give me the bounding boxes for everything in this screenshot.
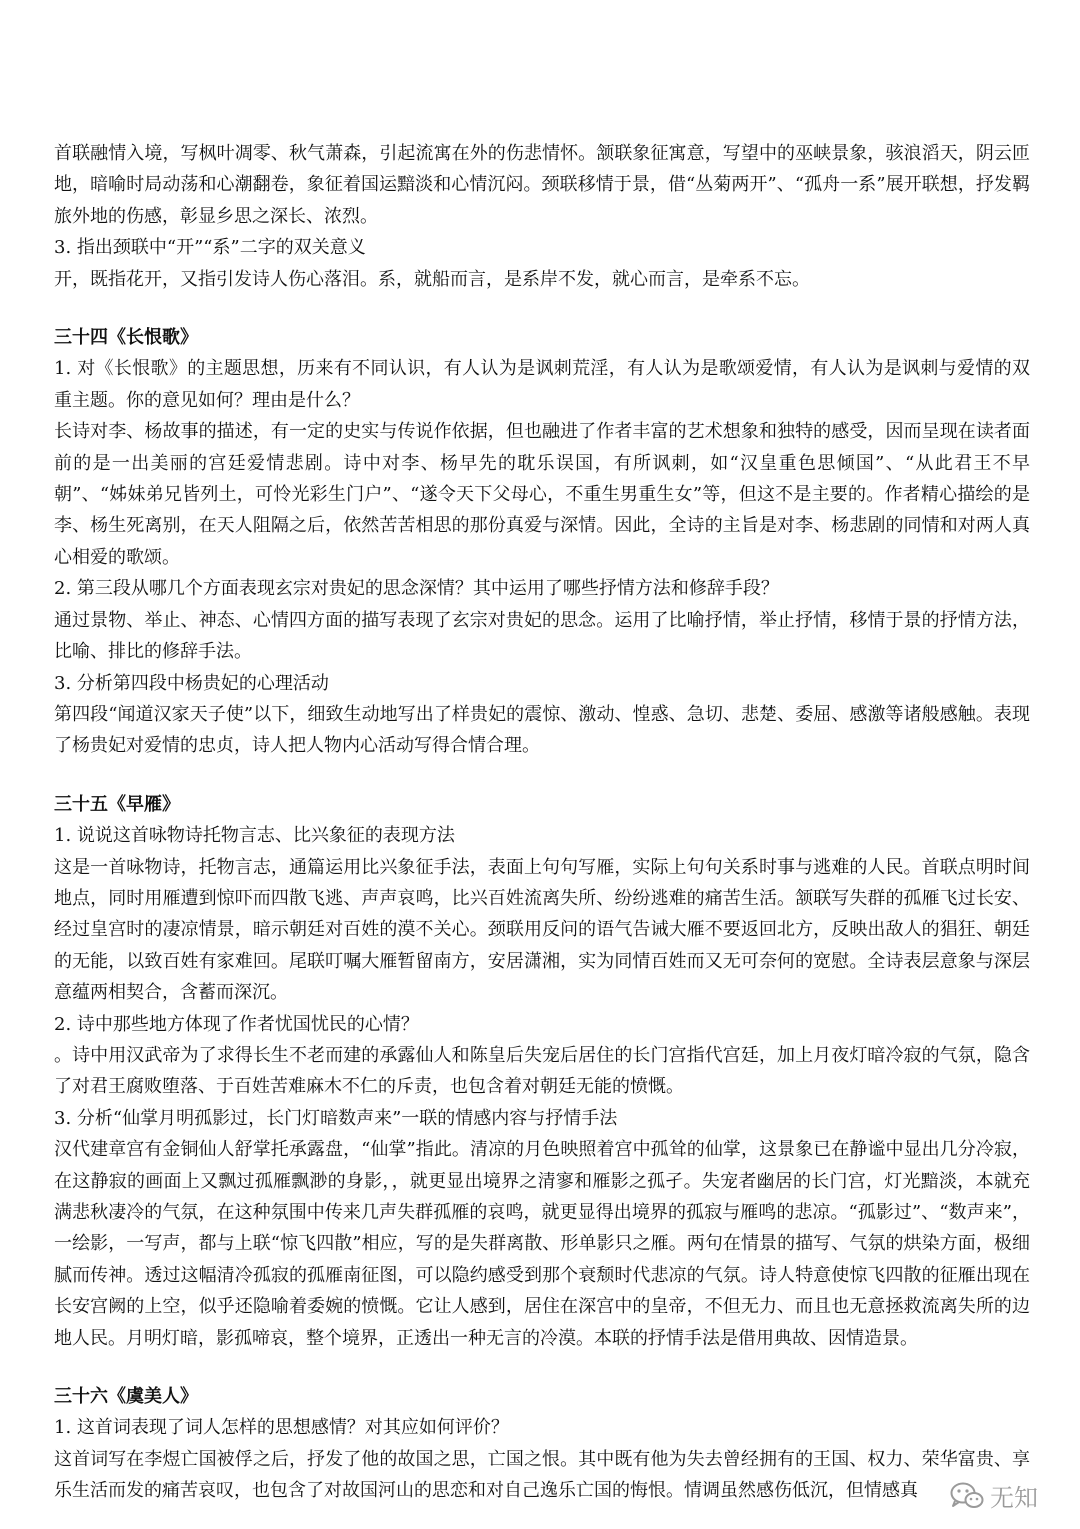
section-34-question-3: 3. 分析第四段中杨贵妃的心理活动 [54,672,329,694]
watermark [950,1478,1038,1513]
intro-question-3: 3. 指出颈联中“开”“系”二字的双关意义 [54,237,366,259]
intro-paragraph-1: 首联融情入境，写枫叶凋零、秋气萧森，引起流寓在外的伤悲情怀。颔联象征寓意，写望中的巫峡景象，骇浪滔天，阴云匝地，暗喻时局动荡和心潮翻卷，象征着国运黯淡和心情沉闷。颈联移情于景，借“丛菊两开”、“孤舟一系”展开联想，抒发羁旅外地的伤感，彰显乡思之深长、浓烈。 [54,143,1030,227]
watermark-text: 无知 [990,1484,1038,1512]
section-title-36: 三十六《虞美人》 [54,1386,198,1408]
section-35-question-3: 3. 分析“仙掌月明孤影过，长门灯暗数声来”一联的情感内容与抒情手法 [54,1107,618,1129]
section-34-answer-2: 通过景物、举止、神态、心情四方面的描写表现了玄宗对贵妃的思念。运用了比喻抒情，举止抒情，移情于景的抒情方法，比喻、排比的修辞手法。 [54,609,1030,663]
section-34-answer-1: 长诗对李、杨故事的描述，有一定的史实与传说作依据，但也融进了作者丰富的艺术想象和独特的感受，因而呈现在读者面前的是一出美丽的宫廷爱情悲剧。诗中对李、杨早先的耽乐误国，有所讽刺，如“汉皇重色思倾国”、“从此君王不早朝”、“姊妹弟兄皆列土，可怜光彩生门户”、“遂令天下父母心，不重生男重生女”等，但这不是主要的。作者精心描绘的是李、杨生死离别，在天人阻隔之后，依然苦苦相思的那份真爱与深情。因此，全诗的主旨是对李、杨悲剧的同情和对两人真心相爱的歌颂。 [54,421,1030,568]
section-title-35: 三十五《早雁》 [54,793,180,815]
section-gap [54,1354,1030,1381]
section-35-question-2: 2. 诗中那些地方体现了作者忧国忧民的心情？ [54,1013,419,1035]
section-35-answer-2: 。诗中用汉武帝为了求得长生不老而建的承露仙人和陈皇后失宠后居住的长门宫指代宫廷，加上月夜灯暗冷寂的气氛，隐含了对君王腐败堕落、于百姓苦难麻木不仁的斥责，也包含着对朝廷无能的愤慨。 [54,1044,1030,1098]
section-35-answer-3: 汉代建章宫有金铜仙人舒掌托承露盘，“仙掌”指此。清凉的月色映照着宫中孤耸的仙掌，这景象已在静谧中显出几分冷寂，在这静寂的画面上又飘过孤雁飘渺的身影，，就更显出境界之清寥和雁影之孤孑。失宠者幽居的长门宫，灯光黯淡，本就充满悲秋凄冷的气氛，在这种氛围中传来几声失群孤雁的哀鸣，就更显得出境界的孤寂与雁鸣的悲凉。“孤影过”、“数声来”，一绘影，一写声，都与上联“惊飞四散”相应，写的是失群离散、形单影只之雁。两句在情景的描写、气氛的烘染方面，极细腻而传神。透过这幅清冷孤寂的孤雁南征图，可以隐约感受到那个衰颓时代悲凉的气氛。诗人特意使惊飞四散的征雁出现在长安宫阙的上空，似乎还隐喻着委婉的愤慨。它让人感到，居住在深宫中的皇帝，不但无力、而且也无意拯救流离失所的边地人民。月明灯暗，影孤啼哀，整个境界，正透出一种无言的冷漠。本联的抒情手法是借用典故、因情造景。 [54,1139,1030,1349]
section-36-answer-1: 这首词写在李煜亡国被俘之后，抒发了他的故国之思，亡国之恨。其中既有他为失去曾经拥有的王国、权力、荣华富贵、享乐生活而发的痛苦哀叹，也包含了对故国河山的思恋和对自己逸乐亡国的悔恨。情调虽然感伤低沉，但情感真 [54,1448,1030,1502]
section-34-question-1: 1. 对《长恨歌》的主题思想，历来有不同认识，有人认为是讽刺荒淫，有人认为是歌颂爱情，有人认为是讽刺与爱情的双重主题。你的意见如何？理由是什么？ [54,358,1030,411]
document-body [54,138,1030,1507]
section-34-question-2: 2. 第三段从哪几个方面表现玄宗对贵妃的思念深情？其中运用了哪些抒情方法和修辞手段？ [54,578,779,600]
section-35-answer-1: 这是一首咏物诗，托物言志，通篇运用比兴象征手法，表面上句句写雁，实际上句句关系时事与逃难的人民。首联点明时间地点，同时用雁遭到惊吓而四散飞逃、声声哀鸣，比兴百姓流离失所、纷纷逃难的痛苦生活。颔联写失群的孤雁飞过长安、经过皇宫时的凄凉情景，暗示朝廷对百姓的漠不关心。颈联用反问的语气告诫大雁不要返回北方，反映出敌人的猖狂、朝廷的无能，以致百姓有家难回。尾联叮嘱大雁暂留南方，安居潇湘，实为同情百姓而又无可奈何的宽慰。全诗表层意象与深层意蕴两相契合，含蓄而深沉。 [54,856,1030,1004]
section-gap [54,295,1030,322]
section-34-answer-3: 第四段“闻道汉家天子使”以下，细致生动地写出了样贵妃的震惊、激动、惶惑、急切、悲楚、委屈、感激等诸般感触。表现了杨贵妃对爱情的忠贞，诗人把人物内心活动写得合情合理。 [54,703,1030,757]
intro-answer-3: 开，既指花开，又指引发诗人伤心落泪。系，就船而言，是系岸不发，就心而言，是牵系不忘。 [54,268,810,290]
section-gap [54,762,1030,789]
section-35-question-1: 1. 说说这首咏物诗托物言志、比兴象征的表现方法 [54,825,455,847]
wechat-icon [950,1482,984,1510]
section-title-34: 三十四《长恨歌》 [54,327,198,349]
section-36-question-1: 1. 这首词表现了词人怎样的思想感情？对其应如何评价？ [54,1417,509,1439]
